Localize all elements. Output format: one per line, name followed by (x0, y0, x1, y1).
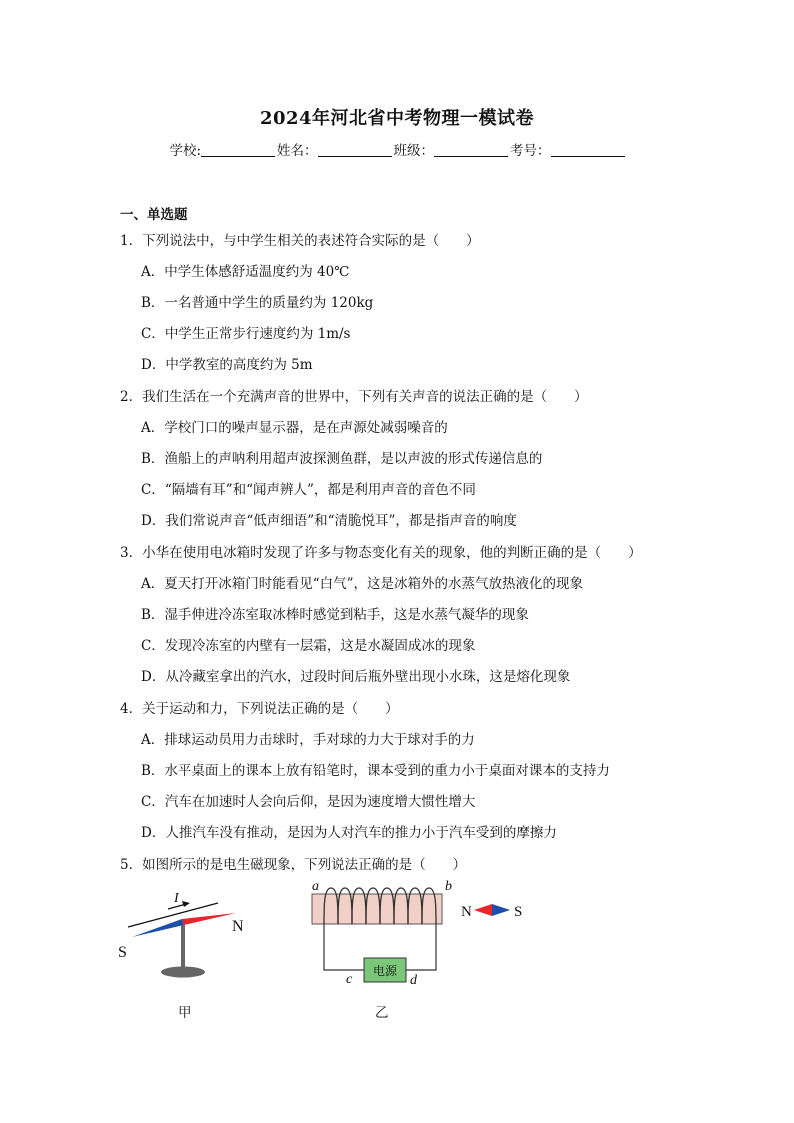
question-2-option-b: B．渔船上的声呐利用超声波探测鱼群，是以声波的形式传递信息的 (141, 451, 543, 467)
question-2-option-c: C．“隔墙有耳”和“闻声辨人”，都是利用声音的音色不同 (141, 482, 476, 498)
figure-compass-needle (110, 885, 260, 990)
name-blank[interactable] (318, 144, 392, 157)
class-blank[interactable] (434, 144, 508, 157)
small-compass-north-label: N (461, 904, 472, 920)
needle-north-half (182, 913, 236, 925)
small-compass-red-half (474, 904, 492, 916)
circuit-wire-left (324, 924, 364, 970)
needle-base (161, 967, 205, 978)
class-label: 班级： (393, 143, 435, 159)
name-label: 姓名： (277, 143, 318, 159)
question-3-stem: 3．小华在使用电冰箱时发现了许多与物态变化有关的现象，他的判断正确的是（ ） (120, 545, 642, 561)
question-4-stem: 4．关于运动和力，下列说法正确的是（ ） (120, 701, 399, 717)
figure-right-caption: 乙 (375, 1005, 389, 1021)
question-4-option-b: B．水平桌面上的课本上放有铅笔时，课本受到的重力小于桌面对课本的支持力 (141, 763, 610, 779)
figure-solenoid (300, 876, 540, 996)
question-2-option-d: D．我们常说声音“低声细语”和“清脆悦耳”，都是指声音的响度 (141, 513, 517, 529)
school-blank[interactable] (201, 144, 275, 157)
exam-no-label: 考号： (510, 143, 551, 159)
school-label: 学校: (169, 143, 202, 159)
needle-stand (181, 925, 185, 967)
question-1-stem: 1．下列说法中，与中学生相关的表述符合实际的是（ ） (120, 233, 480, 249)
question-1-option-d: D．中学教室的高度约为 5m (141, 357, 313, 373)
small-compass-blue-half (492, 904, 510, 916)
page-title: 2024年河北省中考物理一模试卷 (259, 108, 535, 129)
small-compass-south-label: S (514, 904, 523, 920)
question-4-option-d: D．人推汽车没有推动，是因为人对汽车的推力小于汽车受到的摩擦力 (141, 825, 557, 841)
needle-north-label: N (232, 918, 244, 935)
question-3-option-b: B．湿手伸进冷冻室取冰棒时感觉到粘手，这是水蒸气凝华的现象 (141, 607, 529, 623)
needle-south-half (132, 919, 184, 937)
student-info-line (0, 139, 794, 159)
question-2-stem: 2．我们生活在一个充满声音的世界中，下列有关声音的说法正确的是（ ） (120, 389, 588, 405)
question-4-option-c: C．汽车在加速时人会向后仰，是因为速度增大惯性增大 (141, 794, 476, 810)
question-4-option-a: A．排球运动员用力击球时，手对球的力大于球对手的力 (141, 732, 475, 748)
section-heading: 一、单选题 (120, 207, 188, 223)
current-label: I (174, 891, 179, 906)
figure-left-caption: 甲 (178, 1005, 192, 1021)
terminal-d: d (410, 973, 417, 988)
terminal-c: c (346, 972, 353, 987)
question-1-option-a: A．中学生体感舒适温度约为 40℃ (141, 264, 350, 280)
current-arrowhead (182, 901, 190, 907)
solenoid-end-a: a (312, 879, 319, 894)
needle-south-label: S (118, 944, 127, 961)
question-1-option-b: B．一名普通中学生的质量约为 120kg (141, 295, 374, 311)
circuit-wire-right (406, 924, 436, 970)
question-3-option-a: A．夏天打开冰箱门时能看见“白气”，这是冰箱外的水蒸气放热液化的现象 (141, 576, 584, 592)
exam-no-blank[interactable] (551, 144, 625, 157)
question-1-option-c: C．中学生正常步行速度约为 1m/s (141, 326, 351, 342)
power-source-label: 电源 (372, 964, 398, 978)
question-5-stem: 5．如图所示的是电生磁现象，下列说法正确的是（ ） (120, 857, 467, 873)
solenoid-end-b: b (445, 879, 452, 894)
question-3-option-c: C．发现冷冻室的内壁有一层霜，这是水凝固成冰的现象 (141, 638, 476, 654)
question-3-option-d: D．从冷藏室拿出的汽水，过段时间后瓶外壁出现小水珠，这是熔化现象 (141, 669, 571, 685)
question-2-option-a: A．学校门口的噪声显示器，是在声源处减弱噪音的 (141, 420, 448, 436)
